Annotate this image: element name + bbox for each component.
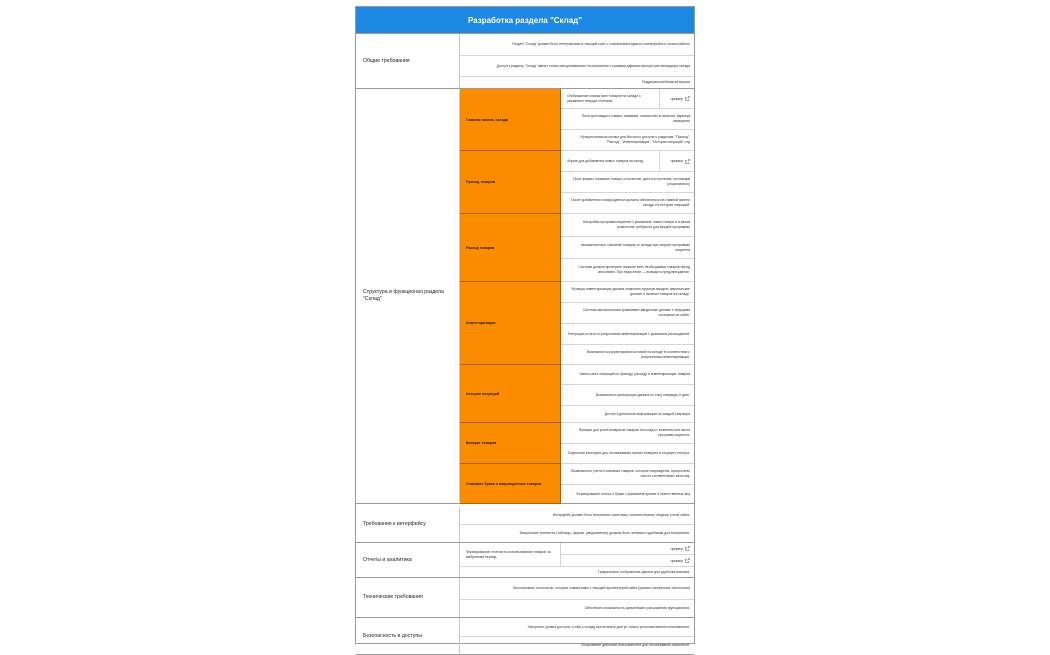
- section-label: Технические требования: [356, 578, 460, 618]
- table-title: Разработка раздела "Склад": [356, 7, 694, 34]
- requirement-cell: Поля для каждого товара: название, количество в наличии, единица измерения: [561, 109, 694, 130]
- requirement-cell: Поля формы: название товара, количество, дата поступления, поставщик (опционально): [561, 172, 694, 193]
- section-label: Общие требования: [356, 34, 460, 89]
- requirement-cell: Возможность учета и списания товаров, которые повреждены, просрочены или не соответствуют качеству.: [561, 464, 694, 485]
- requirement-cell: Отдельная категория для отслеживания причин возврата и текущего статуса.: [561, 444, 694, 464]
- requirement-cell: Возможность корректировки остатков на складе в соответствии с результатами инвентаризации.: [561, 345, 694, 365]
- requirement-cell: Визуальные элементы (таблицы, формы, уведомления) должны быть четкими и удобными для восприятия.: [460, 525, 694, 543]
- requirement-cell: Генерация отчета по результатам инвентаризации с указанием расхождений.: [561, 324, 694, 345]
- example-link-label[interactable]: пример: [670, 159, 683, 163]
- requirement-cell: Форма для добавления новых товаров на склад.: [561, 151, 660, 172]
- requirement-cell: Графическое отображение данных для удобства анализа.: [460, 567, 694, 578]
- requirement-cell: Интерфейс должен быть интуитивно понятным, соответствовать общему стилю сайта.: [460, 507, 694, 525]
- requirement-cell: Отображение списка всех товаров на складе с указанием текущих остатков.: [561, 89, 660, 109]
- requirement-cell: Возможность фильтрации данных по типу операции и дате.: [561, 385, 694, 406]
- requirement-cell: После добавления товара данные должны обновляться на главной панели склада и в истории операций.: [561, 193, 694, 214]
- subsection-label: История операций: [460, 365, 561, 423]
- section-label: Требования к интерфейсу: [356, 507, 460, 543]
- example-link[interactable]: [660, 89, 694, 109]
- example-link-label[interactable]: пример: [670, 546, 683, 551]
- requirement-cell: Поддержка мобильной версии: [460, 77, 694, 89]
- external-link-icon: [685, 546, 690, 551]
- section-label: Структура и функционал раздела "Склад": [356, 89, 460, 504]
- requirement-cell: Логирование действий пользователей для отслеживания изменений.: [460, 637, 694, 655]
- external-link-icon: [685, 159, 690, 164]
- requirement-cell: Доступ к разделу "Склад" имеют только авторизованные пользователи с правами администратора или менеджера склада: [460, 56, 694, 77]
- subsection-label: Приход товаров: [460, 151, 561, 214]
- example-link-label[interactable]: пример: [670, 558, 683, 563]
- section-label: Отчеты и аналитика: [356, 543, 460, 578]
- requirement-cell: Запись всех операций по приходу, расходу и инвентаризации товаров: [561, 365, 694, 385]
- spec-table: [355, 6, 695, 648]
- requirement-cell: Формирование отчета о браке с указанием причин и ответственных лиц: [561, 485, 694, 504]
- external-link-icon: [685, 96, 690, 101]
- example-link[interactable]: [561, 543, 694, 555]
- requirement-cell: Функция для учета возвратов товаров на склад от клиентов или после программ пациента.: [561, 423, 694, 444]
- subsection-label: Возврат товаров: [460, 423, 561, 464]
- external-link-icon: [685, 558, 690, 563]
- requirement-cell: Автоматическое списание товаров со склада при запуске программы пациента: [561, 237, 694, 259]
- subsection-label: Списание брака и поврежденных товаров: [460, 464, 561, 504]
- subsection-label: Главная панель склада: [460, 89, 561, 151]
- requirement-cell: Система автоматически сравнивает введенные данные с текущими остатками на сайте.: [561, 303, 694, 324]
- subsection-label: Инвентаризация: [460, 282, 561, 365]
- example-link[interactable]: [660, 151, 694, 172]
- requirement-cell: Формирование отчетов по использованию товаров за выбранный период.: [460, 543, 561, 567]
- section-label: Безопасность и доступы: [356, 618, 460, 655]
- requirement-cell: Раздел "Склад" должен быть интегрирован в текущий сайт с сохранением единого интерфейса и логики работы: [460, 34, 694, 56]
- requirement-cell: Использовать технологии, которые совместимы с текущей архитектурой сайта (указать конкретные технологии): [460, 578, 694, 600]
- subsection-label: Расход товаров: [460, 214, 561, 282]
- requirement-cell: Функциональные кнопки для быстрого доступа к разделам: "Приход", "Расход", "Инвентаризация", "История операций" итд: [561, 130, 694, 151]
- example-link[interactable]: [561, 555, 694, 567]
- requirement-cell: Настроить уровни доступа, чтобы к складу могли иметь доступ только уполномоченные пользователи.: [460, 618, 694, 637]
- example-link-label[interactable]: пример: [670, 96, 683, 101]
- requirement-cell: Система должна проверять наличие всех необходимых товаров перед списанием. При недостатке — выводить предупреждение.: [561, 259, 694, 282]
- requirement-cell: Настройка программ пациента с указанием, какие товары и в каком количестве требуются для каждой программы: [561, 214, 694, 237]
- requirement-cell: Обеспечить возможность дальнейшего расширения функционала.: [460, 600, 694, 618]
- requirement-cell: Функция инвентаризации должна позволять вручную вводить фактические данные о наличии товаров на складе.: [561, 282, 694, 303]
- requirement-cell: Доступ к детальной информации по каждой операции: [561, 406, 694, 423]
